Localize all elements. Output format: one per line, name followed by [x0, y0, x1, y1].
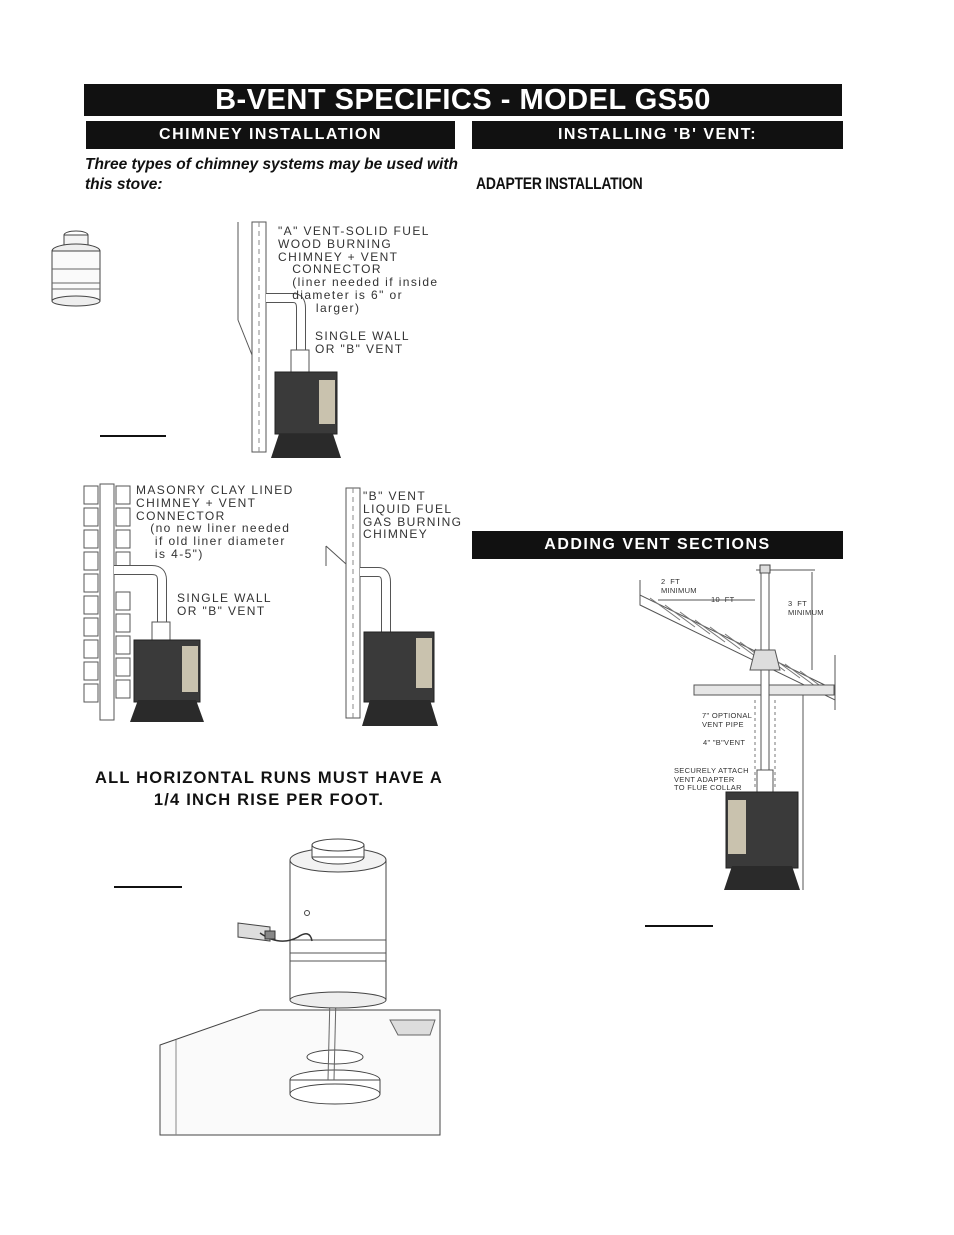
figure-rule — [100, 435, 166, 437]
adapter-on-stove-illustration — [150, 835, 440, 1145]
roof-label-optional: 7" OPTIONAL VENT PIPE — [702, 711, 753, 729]
horizontal-runs-notice: ALL HORIZONTAL RUNS MUST HAVE A 1/4 INCH RISE PER FOOT. — [95, 769, 443, 809]
roof-label-2ft: 2 FT MINIMUM — [661, 577, 697, 595]
roof-label-attach: SECURELY ATTACH VENT ADAPTER TO FLUE COLLAR — [674, 766, 749, 792]
roof-label-10ft: 10 FT — [711, 595, 735, 604]
masonry-label: MASONRY CLAY LINED CHIMNEY + VENT CONNECTOR (no new liner needed if old liner diameter is 4-5") — [136, 483, 294, 561]
adapter-illustration — [48, 225, 108, 310]
masonry-pipe-label: SINGLE WALL OR "B" VENT — [177, 591, 272, 618]
installing-b-vent-heading: INSTALLING 'B' VENT: — [472, 121, 843, 149]
adapter-installation-subheading: ADAPTER INSTALLATION — [476, 174, 643, 193]
chimney-installation-heading: CHIMNEY INSTALLATION — [86, 121, 455, 149]
roof-label-3ft: 3 FT MINIMUM — [788, 599, 824, 617]
adding-vent-sections-heading: ADDING VENT SECTIONS — [472, 531, 843, 559]
figure-rule-3 — [645, 925, 713, 927]
roof-label-bvent: 4" "B"VENT — [703, 738, 746, 747]
b-vent-label: "B" VENT LIQUID FUEL GAS BURNING CHIMNEY — [363, 489, 463, 542]
diagram-a-pipe-label: SINGLE WALL OR "B" VENT — [315, 329, 410, 356]
page-title: B-VENT SPECIFICS - MODEL GS50 — [84, 84, 842, 116]
diagram-a-label: "A" VENT-SOLID FUEL WOOD BURNING CHIMNEY + VENT CONNECTOR (liner needed if inside diameter is 6" or larger) — [278, 224, 439, 315]
intro-text: Three types of chimney systems may be used with this stove: — [85, 156, 458, 193]
